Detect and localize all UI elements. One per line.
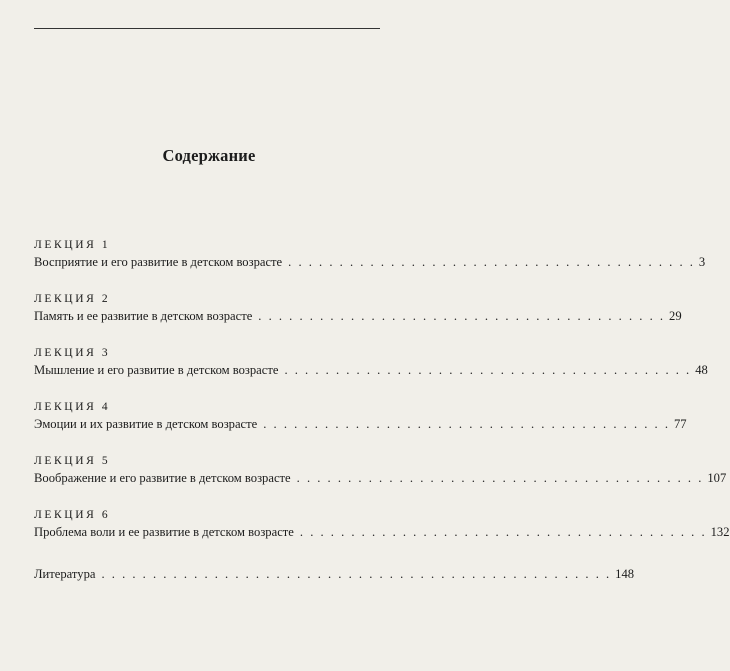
table-of-contents — [34, 238, 730, 583]
dot-leader: . . . . . . . . . . . . . . . . . . . . . . . . . . . . . . . . . . . . . . . . — [284, 363, 692, 377]
toc-page-number: 3 — [698, 255, 706, 269]
toc-literature-row[interactable] — [34, 566, 635, 583]
dot-leader: . . . . . . . . . . . . . . . . . . . . . . . . . . . . . . . . . . . . . . . . . . . . . . . . . . — [101, 567, 612, 581]
lecture-number: ЛЕКЦИЯ 6 — [34, 509, 111, 521]
lecture-number: ЛЕКЦИЯ 5 — [34, 455, 111, 467]
toc-entry — [34, 508, 730, 562]
toc-row[interactable] — [34, 362, 708, 379]
toc-row[interactable] — [34, 470, 727, 487]
toc-entry-title: Мышление и его развитие в детском возрасте — [34, 363, 279, 377]
dot-leader: . . . . . . . . . . . . . . . . . . . . . . . . . . . . . . . . . . . . . . . . — [263, 417, 670, 431]
toc-page-number: 48 — [695, 363, 708, 377]
toc-entry — [34, 292, 682, 346]
toc-entry-title: Эмоции и их развитие в детском возрасте — [34, 417, 258, 431]
toc-page-number: 29 — [669, 309, 682, 323]
toc-entry — [34, 400, 687, 454]
lecture-number: ЛЕКЦИЯ 3 — [34, 347, 111, 359]
toc-entry-title: Воображение и его развитие в детском возрасте — [34, 471, 291, 485]
toc-page-number: 148 — [615, 567, 635, 581]
dot-leader: . . . . . . . . . . . . . . . . . . . . . . . . . . . . . . . . . . . . . . . . — [296, 471, 704, 485]
toc-entry — [34, 238, 706, 292]
toc-entry-title: Литература — [34, 567, 96, 581]
toc-entry-title: Проблема воли и ее развитие в детском возрасте — [34, 525, 294, 539]
toc-row[interactable] — [34, 254, 706, 271]
lecture-number: ЛЕКЦИЯ 2 — [34, 293, 111, 305]
lecture-number: ЛЕКЦИЯ 1 — [34, 239, 111, 251]
toc-row[interactable] — [34, 308, 682, 325]
toc-row[interactable] — [34, 416, 687, 433]
dot-leader: . . . . . . . . . . . . . . . . . . . . . . . . . . . . . . . . . . . . . . . . — [288, 255, 695, 269]
toc-entry-title: Восприятие и его развитие в детском возрасте — [34, 255, 283, 269]
lecture-number: ЛЕКЦИЯ 4 — [34, 401, 111, 413]
dot-leader: . . . . . . . . . . . . . . . . . . . . . . . . . . . . . . . . . . . . . . . . — [299, 525, 707, 539]
toc-entry — [34, 346, 708, 400]
page-title: Содержание — [162, 146, 256, 165]
toc-entry-title: Память и ее развитие в детском возрасте — [34, 309, 253, 323]
toc-page-number: 107 — [707, 471, 727, 485]
dot-leader: . . . . . . . . . . . . . . . . . . . . . . . . . . . . . . . . . . . . . . . . — [258, 309, 666, 323]
toc-row[interactable] — [34, 524, 730, 541]
toc-entry — [34, 454, 727, 508]
top-rule — [34, 28, 380, 29]
toc-page-number: 77 — [673, 417, 687, 431]
toc-page-number: 132 — [710, 525, 730, 539]
